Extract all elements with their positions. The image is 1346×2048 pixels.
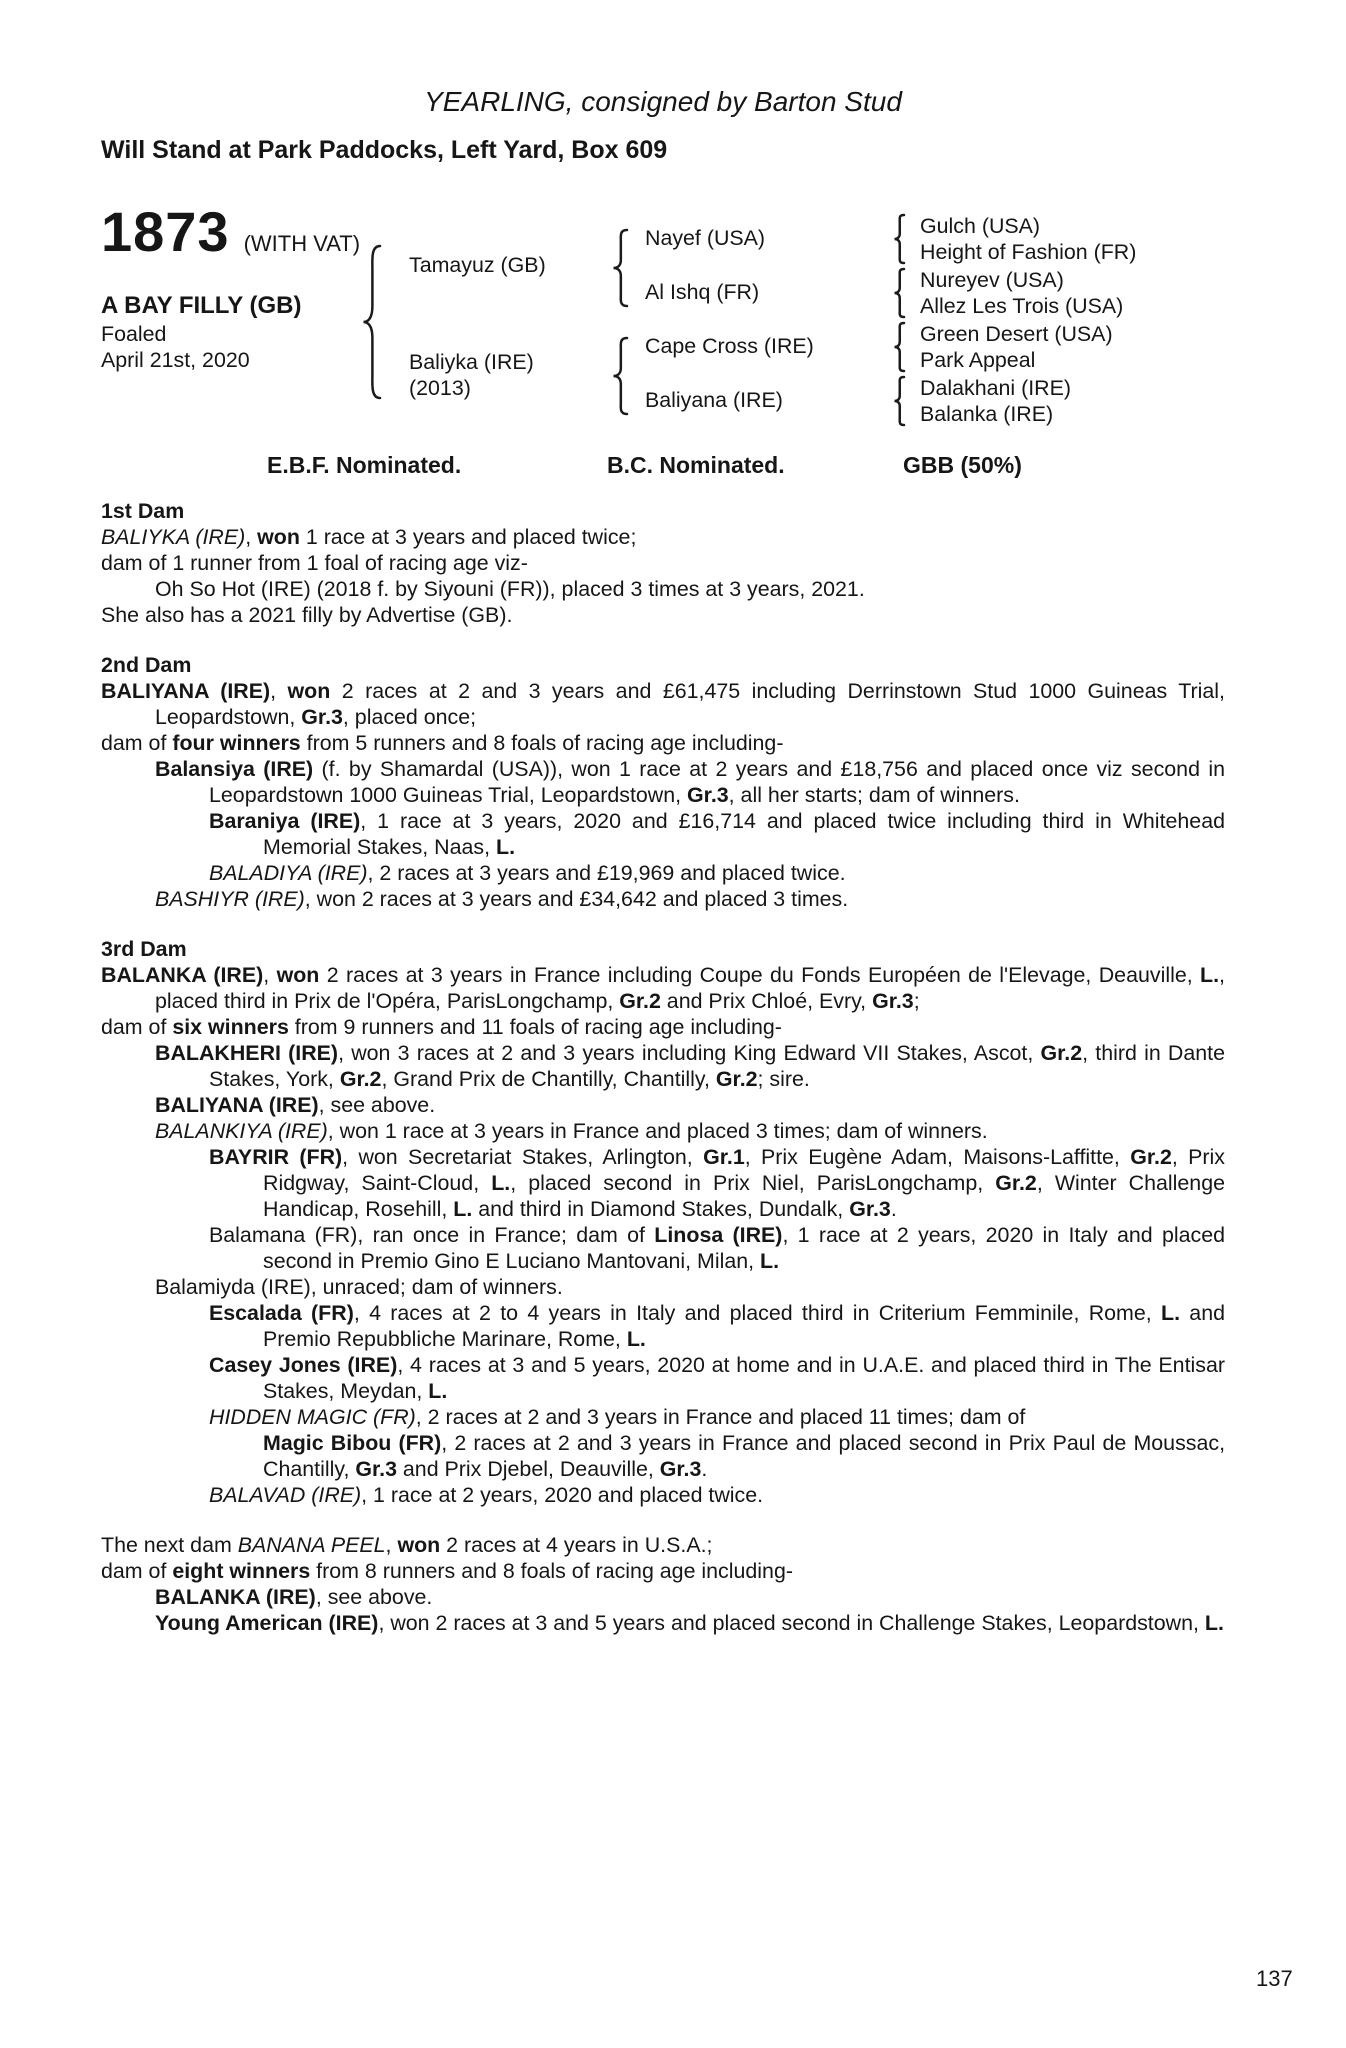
gen3-ancestor-name: Height of Fashion (FR)	[920, 240, 1137, 264]
text-run: dam of	[101, 1559, 173, 1583]
text-run: L.	[1204, 1611, 1224, 1635]
gen3-ancestor-name: Nureyev (USA)	[920, 268, 1064, 292]
text-run: Balamiyda (IRE), unraced; dam of winners.	[155, 1275, 563, 1299]
catalogue-paragraph	[101, 860, 1225, 886]
catalogue-paragraph	[101, 730, 1225, 756]
text-run: , placed second in Prix Niel, ParisLongchamp,	[510, 1171, 996, 1195]
catalogue-paragraph	[101, 1482, 1225, 1508]
text-run: , third in Dante Stakes, York,	[209, 1041, 1225, 1091]
text-run: won	[257, 525, 300, 549]
text-run: Gr.2	[995, 1171, 1037, 1195]
text-run: dam of	[101, 731, 173, 755]
text-run: 2 races at 4 years in U.S.A.;	[440, 1533, 713, 1557]
text-run: Gr.3	[687, 783, 729, 807]
text-run: six winners	[172, 1015, 289, 1039]
text-run: Young American (IRE)	[155, 1611, 379, 1635]
text-run: The next dam	[101, 1533, 238, 1557]
text-run: Gr.3	[355, 1457, 397, 1481]
sire-dam-name: Al Ishq (FR)	[645, 280, 760, 304]
text-run: , 4 races at 2 to 4 years in Italy and placed third in Criterium Femminile, Rome,	[353, 1301, 1161, 1325]
nomination-ebf: E.B.F. Nominated.	[267, 452, 462, 478]
text-run: BALANKA (IRE)	[101, 963, 264, 987]
text-run: , Grand Prix de Chantilly, Chantilly,	[381, 1067, 716, 1091]
text-run: L.	[496, 835, 516, 859]
nomination-gbb: GBB (50%)	[903, 452, 1022, 478]
text-run: won	[276, 963, 320, 987]
text-run: Escalada (FR)	[209, 1301, 354, 1325]
text-run: ;	[913, 989, 920, 1013]
gen3-ancestor-name: Balanka (IRE)	[920, 402, 1054, 426]
text-run: 1 race at 3 years and placed twice;	[299, 525, 637, 549]
text-run: , 2 races at 2 and 3 years in France and placed 11 times; dam of	[415, 1405, 1026, 1429]
gen3-ancestor-name: Dalakhani (IRE)	[920, 376, 1071, 400]
text-run: Gr.3	[659, 1457, 702, 1481]
text-run: 2 races at 2 and 3 years and £61,475 including Derrinstown Stud 1000 Guineas Trial, Leopardstown,	[155, 679, 1225, 729]
text-run: and Prix Chloé, Evry,	[660, 989, 873, 1013]
catalogue-paragraph	[101, 1532, 1225, 1558]
text-run: , see above.	[315, 1585, 433, 1609]
text-run: , Prix Ridgway, Saint-Cloud,	[263, 1145, 1225, 1195]
text-run: Gr.3	[872, 989, 914, 1013]
text-run: .	[701, 1457, 708, 1481]
catalogue-paragraph	[101, 524, 1225, 550]
text-run: , won 2 races at 3 and 5 years and placed second in Challenge Stakes, Leopardstown,	[378, 1611, 1205, 1635]
text-run: BALIYKA (IRE)	[101, 525, 246, 549]
section-heading: 3rd Dam	[101, 937, 187, 961]
text-run: L.	[428, 1379, 448, 1403]
text-run: Oh So Hot (IRE) (2018 f. by Siyouni (FR)), placed 3 times at 3 years, 2021.	[155, 577, 865, 601]
pedigree-brace	[362, 244, 382, 400]
text-run: , 1 race at 3 years, 2020 and £16,714 and placed twice including third in Whitehead Memorial Stakes, Naas,	[263, 809, 1225, 859]
text-run: , 4 races at 3 and 5 years, 2020 at home and in U.A.E. and placed third in The Entisar Stakes, Meydan,	[263, 1353, 1225, 1403]
text-run: Gr.2	[1130, 1145, 1172, 1169]
text-run: BASHIYR (IRE)	[155, 887, 305, 911]
pedigree-brace	[612, 336, 629, 416]
catalogue-body	[101, 498, 1225, 1636]
catalogue-paragraph	[101, 1300, 1225, 1352]
text-run: , Prix Eugène Adam, Maisons-Laffitte,	[744, 1145, 1131, 1169]
catalogue-paragraph	[101, 576, 1225, 602]
catalogue-paragraph	[101, 550, 1225, 576]
text-run: , won 1 race at 3 years in France and placed 3 times; dam of winners.	[327, 1119, 988, 1143]
text-run: , 2 races at 2 and 3 years in France and placed second in Prix Paul de Moussac, Chantilly,	[263, 1431, 1226, 1481]
text-run: L.	[1161, 1301, 1181, 1325]
text-run: Gr.2	[339, 1067, 382, 1091]
page-number: 137	[1256, 1966, 1293, 1991]
pedigree-brace	[612, 228, 629, 308]
foaled-date: April 21st, 2020	[101, 348, 250, 372]
catalogue-paragraph	[101, 1610, 1225, 1636]
text-run: , won Secretariat Stakes, Arlington,	[342, 1145, 704, 1169]
text-run: , see above.	[318, 1093, 436, 1117]
section-heading: 2nd Dam	[101, 653, 192, 677]
text-run: Gr.2	[619, 989, 661, 1013]
text-run: , placed third in Prix de l'Opéra, ParisLongchamp,	[155, 963, 1225, 1013]
dam-year: (2013)	[409, 376, 471, 400]
text-run: , 1 race at 2 years, 2020 and placed twice.	[361, 1483, 764, 1507]
text-run: BALIYANA (IRE)	[101, 679, 271, 703]
text-run: BALAKHERI (IRE)	[155, 1041, 339, 1065]
gen3-ancestor-name: Green Desert (USA)	[920, 322, 1113, 346]
dam-sire-name: Cape Cross (IRE)	[645, 334, 814, 358]
text-run: BAYRIR (FR)	[209, 1145, 343, 1169]
catalogue-paragraph	[101, 678, 1225, 730]
pedigree-brace	[893, 321, 906, 373]
text-run: L.	[760, 1249, 780, 1273]
text-run: Gr.2	[715, 1067, 758, 1091]
lot-row	[101, 200, 361, 263]
text-run: dam of 1 runner from 1 foal of racing age viz-	[101, 551, 528, 575]
text-run: and Prix Djebel, Deauville,	[396, 1457, 660, 1481]
text-run: Magic Bibou (FR)	[263, 1431, 442, 1455]
catalogue-paragraph	[101, 1430, 1225, 1482]
text-run: Gr.1	[703, 1145, 745, 1169]
text-run: from 5 runners and 8 foals of racing age including-	[300, 731, 784, 755]
pedigree-brace	[893, 213, 906, 265]
dam-section	[101, 652, 1225, 912]
dam-dam-name: Baliyana (IRE)	[645, 388, 783, 412]
section-heading: 1st Dam	[101, 499, 185, 523]
catalogue-paragraph	[101, 602, 1225, 628]
dam-name: Baliyka (IRE)	[409, 350, 534, 374]
text-run: , placed once;	[342, 705, 477, 729]
text-run: L.	[1200, 963, 1220, 987]
text-run: (f. by Shamardal (USA)), won 1 race at 2 years and £18,756 and placed once viz second in Leopardstown 1000 Guineas Trial, Leopardstown,	[209, 757, 1225, 807]
text-run: Baraniya (IRE)	[209, 809, 361, 833]
pedigree-brace	[893, 267, 906, 319]
catalogue-paragraph	[101, 1014, 1225, 1040]
gen3-ancestor-name: Allez Les Trois (USA)	[920, 294, 1124, 318]
gen3-ancestor-name: Park Appeal	[920, 348, 1036, 372]
text-run: from 9 runners and 11 foals of racing age including-	[288, 1015, 782, 1039]
text-run: ; sire.	[757, 1067, 810, 1091]
text-run: , all her starts; dam of winners.	[728, 783, 1020, 807]
text-run: She also has a 2021 filly by Advertise (GB).	[101, 603, 513, 627]
page-title: YEARLING, consigned by Barton Stud	[424, 86, 902, 117]
catalogue-paragraph	[101, 962, 1225, 1014]
stand-location: Will Stand at Park Paddocks, Left Yard, Box 609	[101, 136, 668, 164]
text-run: four winners	[172, 731, 301, 755]
text-run: , 1 race at 2 years, 2020 in Italy and placed second in Premio Gino E Luciano Mantovani, Milan,	[263, 1223, 1225, 1273]
catalogue-paragraph	[101, 1584, 1225, 1610]
text-run: BALANKIYA (IRE)	[155, 1119, 328, 1143]
text-run: BALADIYA (IRE)	[209, 861, 368, 885]
text-run: BALAVAD (IRE)	[209, 1483, 362, 1507]
catalogue-paragraph	[101, 808, 1225, 860]
pedigree-brace	[893, 375, 906, 427]
text-run: and third in Diamond Stakes, Dundalk,	[472, 1197, 850, 1221]
text-run: .	[890, 1197, 897, 1221]
text-run: Balansiya (IRE)	[155, 757, 314, 781]
text-run: 2 races at 3 years in France including Coupe du Fonds Européen de l'Elevage, Deauville,	[319, 963, 1201, 987]
lot-number: 1873	[101, 200, 230, 263]
text-run: BALIYANA (IRE)	[155, 1093, 319, 1117]
text-run: won	[397, 1533, 441, 1557]
text-run: , won 3 races at 2 and 3 years including King Edward VII Stakes, Ascot,	[338, 1041, 1041, 1065]
text-run: ,	[385, 1533, 398, 1557]
vat-note: (WITH VAT)	[243, 231, 361, 256]
text-run: Gr.2	[1040, 1041, 1083, 1065]
text-run: BALANKA (IRE)	[155, 1585, 316, 1609]
catalogue-paragraph	[101, 1092, 1225, 1118]
catalogue-paragraph	[101, 1118, 1225, 1144]
text-run: and Premio Repubbliche Marinare, Rome,	[263, 1301, 1226, 1351]
sire-sire-name: Nayef (USA)	[645, 226, 766, 250]
sire-name: Tamayuz (GB)	[409, 253, 546, 277]
text-run: Linosa (IRE)	[654, 1223, 783, 1247]
catalogue-paragraph	[101, 1352, 1225, 1404]
text-run: L.	[626, 1327, 646, 1351]
text-run: won	[287, 679, 331, 703]
text-run: Gr.3	[301, 705, 343, 729]
text-run: ,	[245, 525, 258, 549]
dam-section	[101, 936, 1225, 1508]
text-run: eight winners	[172, 1559, 311, 1583]
text-run: dam of	[101, 1015, 173, 1039]
text-run: , Winter Challenge Handicap, Rosehill,	[263, 1171, 1225, 1221]
catalogue-paragraph	[101, 1404, 1225, 1430]
text-run: , won 2 races at 3 years and £34,642 and placed 3 times.	[304, 887, 849, 911]
text-run: ,	[263, 963, 277, 987]
text-run: BANANA PEEL	[237, 1533, 386, 1557]
catalogue-paragraph	[101, 1222, 1225, 1274]
text-run: from 8 runners and 8 foals of racing age including-	[310, 1559, 793, 1583]
horse-name: A BAY FILLY (GB)	[101, 292, 302, 319]
catalogue-paragraph	[101, 1040, 1225, 1092]
catalogue-paragraph	[101, 1144, 1225, 1222]
nomination-bc: B.C. Nominated.	[607, 452, 785, 478]
text-run: L.	[453, 1197, 473, 1221]
catalogue-paragraph	[101, 1558, 1225, 1584]
text-run: L.	[491, 1171, 511, 1195]
text-run: Gr.3	[849, 1197, 891, 1221]
text-run: Balamana (FR), ran once in France; dam of	[209, 1223, 655, 1247]
text-run: , 2 races at 3 years and £19,969 and placed twice.	[367, 861, 846, 885]
text-run: ,	[270, 679, 288, 703]
foaled-label: Foaled	[101, 322, 167, 346]
catalogue-paragraph	[101, 756, 1225, 808]
text-run: HIDDEN MAGIC (FR)	[209, 1405, 416, 1429]
dam-section	[101, 1532, 1225, 1636]
gen3-ancestor-name: Gulch (USA)	[920, 214, 1041, 238]
catalogue-paragraph	[101, 886, 1225, 912]
text-run: Casey Jones (IRE)	[209, 1353, 398, 1377]
catalogue-paragraph	[101, 1274, 1225, 1300]
dam-section	[101, 498, 1225, 628]
